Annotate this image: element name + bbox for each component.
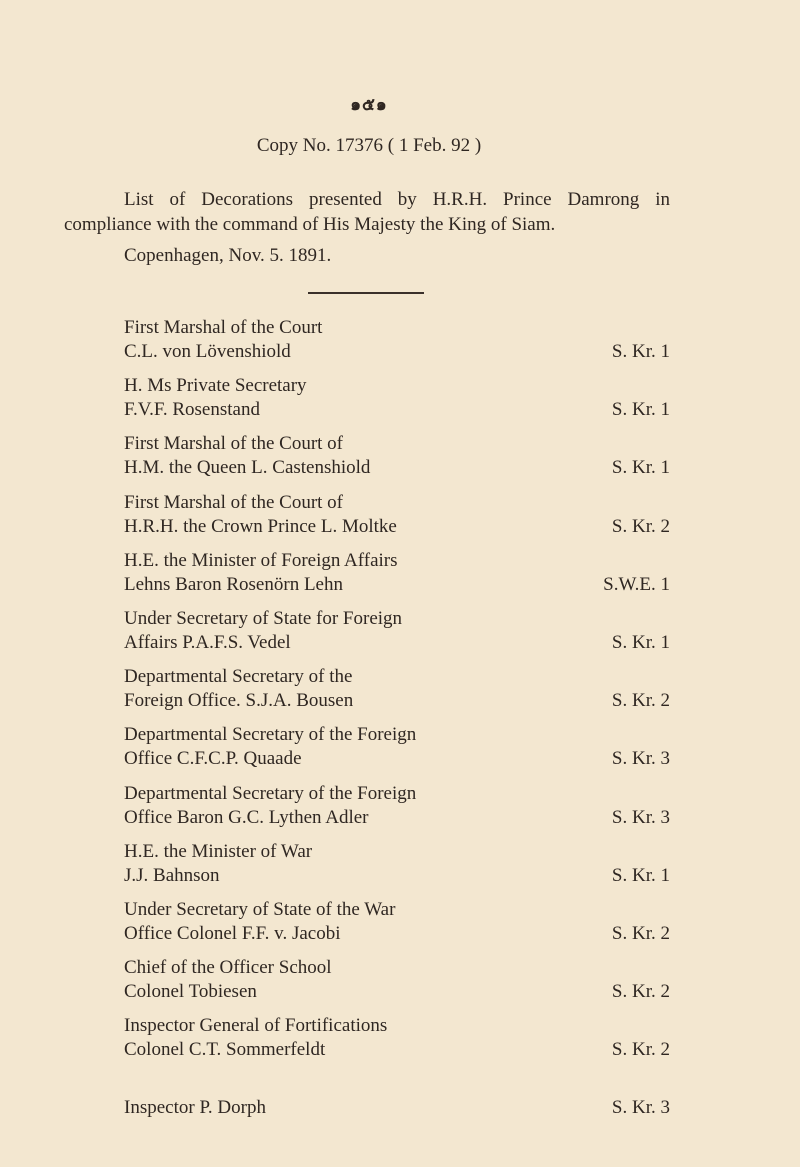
recipient-line-1: Inspector P. Dorph [124, 1097, 266, 1119]
recipient-line-1: H.E. the Minister of War [124, 840, 313, 862]
decoration-entry [124, 1072, 670, 1119]
recipient-description [124, 898, 564, 946]
award-class: S.W.E. 1 [603, 573, 670, 595]
decoration-entry [124, 665, 670, 723]
recipient-line-1: Under Secretary of State of the War [124, 898, 396, 920]
recipient-line-1: First Marshal of the Court of [124, 433, 344, 455]
recipient-description [124, 665, 564, 713]
decoration-entry [124, 432, 670, 490]
recipient-line-1: H. Ms Private Secretary [124, 375, 307, 397]
recipient-description [124, 374, 564, 422]
award-class: S. Kr. 1 [611, 399, 670, 421]
decoration-entry [124, 607, 670, 665]
recipient-description [124, 316, 564, 364]
award-class: S. Kr. 1 [611, 864, 670, 886]
page-number: ๑๕๑ [350, 95, 388, 114]
award-class: S. Kr. 2 [611, 690, 670, 712]
award-class: S. Kr. 2 [611, 922, 670, 944]
recipient-description [124, 432, 564, 480]
recipient-description [124, 1072, 564, 1120]
recipient-line-2: Office Colonel F.F. v. Jacobi [124, 922, 341, 944]
decoration-entry [124, 1014, 670, 1072]
award-class: S. Kr. 3 [611, 1097, 670, 1119]
recipient-line-2: Lehns Baron Rosenörn Lehn [124, 573, 343, 595]
recipient-description [124, 491, 564, 539]
recipient-description [124, 956, 564, 1004]
recipient-line-1: Departmental Secretary of the Foreign [124, 724, 417, 746]
decoration-entry [124, 782, 670, 840]
award-class: S. Kr. 1 [611, 457, 670, 479]
recipient-line-1: Departmental Secretary of the [124, 666, 353, 688]
recipient-description [124, 840, 564, 888]
award-class: S. Kr. 3 [611, 748, 670, 770]
award-class: S. Kr. 2 [611, 1039, 670, 1061]
recipient-line-1: Under Secretary of State for Foreign [124, 607, 403, 629]
place-date-line: Copenhagen, Nov. 5. 1891. [124, 245, 332, 266]
award-class: S. Kr. 2 [611, 981, 670, 1003]
recipient-line-2: H.R.H. the Crown Prince L. Moltke [124, 515, 397, 537]
recipient-line-2: C.L. von Lövenshiold [124, 341, 291, 362]
decoration-entry [124, 956, 670, 1014]
decoration-entry [124, 549, 670, 607]
decoration-entry [124, 898, 670, 956]
decoration-entry [124, 723, 670, 781]
recipient-description [124, 549, 564, 597]
decorations-list [124, 316, 670, 1119]
intro-paragraph: List of Decorations presented by H.R.H. Prince Damrong in compliance with the command of His Majesty the King of Siam. [64, 189, 670, 235]
recipient-line-1: First Marshal of the Court of [124, 491, 344, 513]
recipient-line-1: Inspector General of Fortifications [124, 1015, 388, 1037]
section-divider [308, 292, 424, 294]
recipient-line-2: Colonel C.T. Sommerfeldt [124, 1039, 326, 1061]
award-class: S. Kr. 1 [611, 341, 670, 362]
recipient-line-1: Departmental Secretary of the Foreign [124, 782, 417, 804]
recipient-line-2: H.M. the Queen L. Castenshiold [124, 457, 371, 479]
recipient-line-2: Office Baron G.C. Lythen Adler [124, 806, 369, 828]
decoration-entry [124, 316, 670, 374]
decoration-entry [124, 840, 670, 898]
recipient-line-2: J.J. Bahnson [124, 864, 220, 886]
recipient-line-2: Office C.F.C.P. Quaade [124, 748, 302, 770]
recipient-line-1: H.E. the Minister of Foreign Affairs [124, 549, 398, 571]
recipient-line-2: F.V.F. Rosenstand [124, 399, 260, 421]
recipient-line-2: Affairs P.A.F.S. Vedel [124, 631, 291, 653]
recipient-description [124, 782, 564, 830]
recipient-description [124, 607, 564, 655]
recipient-line-1: Chief of the Officer School [124, 957, 332, 979]
decoration-entry [124, 491, 670, 549]
award-class: S. Kr. 3 [611, 806, 670, 828]
recipient-line-2: Colonel Tobiesen [124, 981, 257, 1003]
recipient-description [124, 723, 564, 771]
copy-reference: Copy No. 17376 ( 1 Feb. 92 ) [256, 135, 482, 156]
recipient-line-2: Foreign Office. S.J.A. Bousen [124, 690, 354, 712]
award-class: S. Kr. 2 [611, 515, 670, 537]
decoration-entry [124, 374, 670, 432]
recipient-description [124, 1014, 564, 1062]
recipient-line-1: First Marshal of the Court [124, 317, 323, 338]
award-class: S. Kr. 1 [611, 631, 670, 653]
